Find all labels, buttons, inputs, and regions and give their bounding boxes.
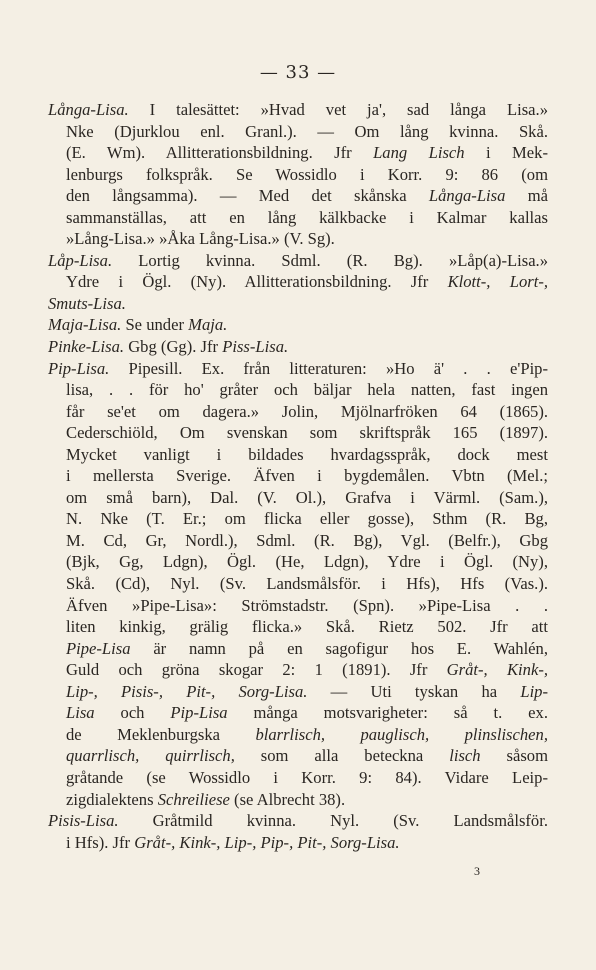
text-run: Gråtmild kvinna. Nyl. (Sv. Landsmålsför.: [118, 811, 548, 831]
italic-term: Pip-Lisa: [170, 703, 228, 723]
italic-term: lisch: [449, 746, 481, 766]
text-line: [48, 271, 548, 293]
text-run: (se Albrecht 38).: [229, 789, 346, 809]
text-run: i Mek-: [464, 143, 548, 163]
text-run: sammanställas, att en lång kälkbacke i Kalmar kallas: [66, 207, 548, 227]
text-run: såsom: [480, 746, 548, 766]
text-line: [48, 228, 548, 250]
text-run: M. Cd, Gr, Nordl.), Sdml. (R. Bg), Vgl. (Belfr.), Gbg: [66, 530, 548, 550]
text-line: [48, 444, 548, 466]
text-run: Mycket vanligt i bildades hvardagsspråk, dock mest: [66, 444, 548, 464]
italic-term: Lisa: [66, 703, 95, 723]
italic-term: Gråt-, Kink-, Lip-, Pip-, Pit-, Sorg-Lisa.: [134, 832, 400, 852]
text-line: [48, 250, 548, 272]
text-run: — Uti tyskan ha: [307, 681, 521, 701]
text-run: Cederschiöld, Om svenskan som skriftspråk 165 (1897).: [66, 423, 548, 443]
text-line: [48, 681, 548, 703]
italic-term: Pisis-Lisa.: [48, 811, 119, 831]
text-line: [48, 164, 548, 186]
text-line: [48, 724, 548, 746]
text-run: må: [505, 186, 549, 206]
text-run: i mellersta Sverige. Äfven i bygdemålen. Vbtn (Mel.;: [66, 466, 548, 486]
text-line: [48, 832, 548, 854]
text-line: [48, 465, 548, 487]
text-run: som alla beteckna: [234, 746, 450, 766]
text-run: Lortig kvinna. Sdml. (R. Bg). »Låp(a)-Lisa.»: [112, 250, 548, 270]
text-line: [48, 659, 548, 681]
italic-term: Pinke-Lisa.: [48, 337, 125, 357]
text-run: Guld och gröna skogar 2: 1 (1891). Jfr: [66, 660, 447, 680]
italic-term: Klott-, Lort-,: [447, 272, 548, 292]
text-line: [48, 358, 548, 380]
text-line: [48, 487, 548, 509]
text-run: Skå. (Cd), Nyl. (Sv. Landsmålsför. i Hfs), Hfs (Vas.).: [66, 574, 548, 594]
text-line: [48, 789, 548, 811]
text-run: den långsamma). — Med det skånska: [66, 186, 429, 206]
text-line: [48, 99, 548, 121]
text-run: får se'et om dagera.» Jolin, Mjölnarfröken 64 (1865).: [66, 401, 548, 421]
italic-term: Pip-Lisa.: [48, 358, 110, 378]
text-run: är namn på en sagofigur hos E. Wahlén,: [130, 638, 548, 658]
text-line: [48, 767, 548, 789]
text-run: I talesättet: »Hvad vet ja', sad långa Lisa.»: [128, 100, 548, 119]
text-run: Nke (Djurklou enl. Granl.). — Om lång kvinna. Skå.: [66, 121, 548, 141]
page-number: — 33 —: [259, 62, 337, 83]
text-line: [48, 551, 548, 573]
italic-term: Låp-Lisa.: [48, 250, 113, 270]
text-run: om små barn), Dal. (V. Ol.), Grafva i Värml. (Sam.),: [66, 487, 548, 507]
italic-term: Schreiliese: [157, 789, 230, 809]
text-run: (Bjk, Gg, Ldgn), Ögl. (He, Ldgn), Ydre i Ögl. (Ny),: [66, 552, 548, 572]
text-line: [48, 379, 548, 401]
text-line: [48, 185, 548, 207]
italic-term: Maja-Lisa.: [48, 315, 122, 335]
text-run: många motsvarigheter: så t. ex.: [227, 703, 548, 723]
text-line: [48, 422, 548, 444]
text-run: Se under: [121, 315, 189, 335]
text-line: [48, 207, 548, 229]
text-run: Äfven »Pipe-Lisa»: Strömstadstr. (Spn). »Pipe-Lisa . .: [66, 595, 548, 615]
text-line: [48, 314, 548, 336]
text-run: zigdialektens: [66, 789, 158, 809]
text-line: [48, 336, 548, 358]
text-run: Ydre i Ögl. (Ny). Allitterationsbildning. Jfr: [66, 272, 448, 292]
text-run: (E. Wm). Allitterationsbildning. Jfr: [66, 143, 374, 163]
text-line: [48, 508, 548, 530]
text-line: [48, 293, 548, 315]
italic-term: Lip-: [520, 681, 549, 701]
italic-term: Smuts-Lisa.: [48, 293, 126, 313]
text-run: lenburgs folkspråk. Se Wossidlo i Korr. 9: 86 (om: [66, 164, 548, 184]
text-line: [48, 573, 548, 595]
text-line: [48, 401, 548, 423]
italic-term: Maja.: [188, 315, 228, 335]
italic-term: Lang Lisch: [373, 143, 465, 163]
text-line: [48, 121, 548, 143]
italic-term: quarrlisch, quirrlisch,: [66, 746, 235, 766]
italic-term: Långa-Lisa: [428, 186, 506, 206]
text-run: Gbg (Gg). Jfr: [124, 337, 223, 357]
text-line: [48, 638, 548, 660]
text-line: [48, 595, 548, 617]
text-run: Pipesill. Ex. från litteraturen: »Ho ä' . . e'Pip-: [109, 358, 548, 378]
text-run: de Meklenburgska: [66, 724, 256, 744]
text-run: lisa, . . för ho' gråter och bäljar hela natten, fast ingen: [66, 380, 548, 400]
text-line: [48, 810, 548, 832]
text-line: [48, 142, 548, 164]
italic-term: Piss-Lisa.: [222, 337, 289, 357]
italic-term: Lip-, Pisis-, Pit-, Sorg-Lisa.: [66, 681, 308, 701]
italic-term: Gråt-, Kink-,: [446, 660, 548, 680]
text-line: [48, 530, 548, 552]
text-line: [48, 702, 548, 724]
text-run: liten kinkig, grälig flicka.» Skå. Rietz 502. Jfr att: [66, 617, 548, 637]
text-line: [48, 616, 548, 638]
text-line: [48, 745, 548, 767]
text-run: och: [94, 703, 171, 723]
text-run: N. Nke (T. Er.; om flicka eller gosse), Sthm (R. Bg,: [66, 509, 548, 529]
text-run: i Hfs). Jfr: [66, 832, 135, 852]
signature-mark: 3: [474, 864, 480, 878]
page-text: [48, 99, 548, 853]
italic-term: Långa-Lisa.: [48, 100, 129, 119]
text-run: gråtande (se Wossidlo i Korr. 9: 84). Vidare Leip-: [66, 767, 548, 787]
text-run: »Lång-Lisa.» »Åka Lång-Lisa.» (V. Sg).: [66, 229, 335, 249]
italic-term: blarrlisch, pauglisch, plinslischen,: [255, 724, 548, 744]
italic-term: Pipe-Lisa: [66, 638, 131, 658]
